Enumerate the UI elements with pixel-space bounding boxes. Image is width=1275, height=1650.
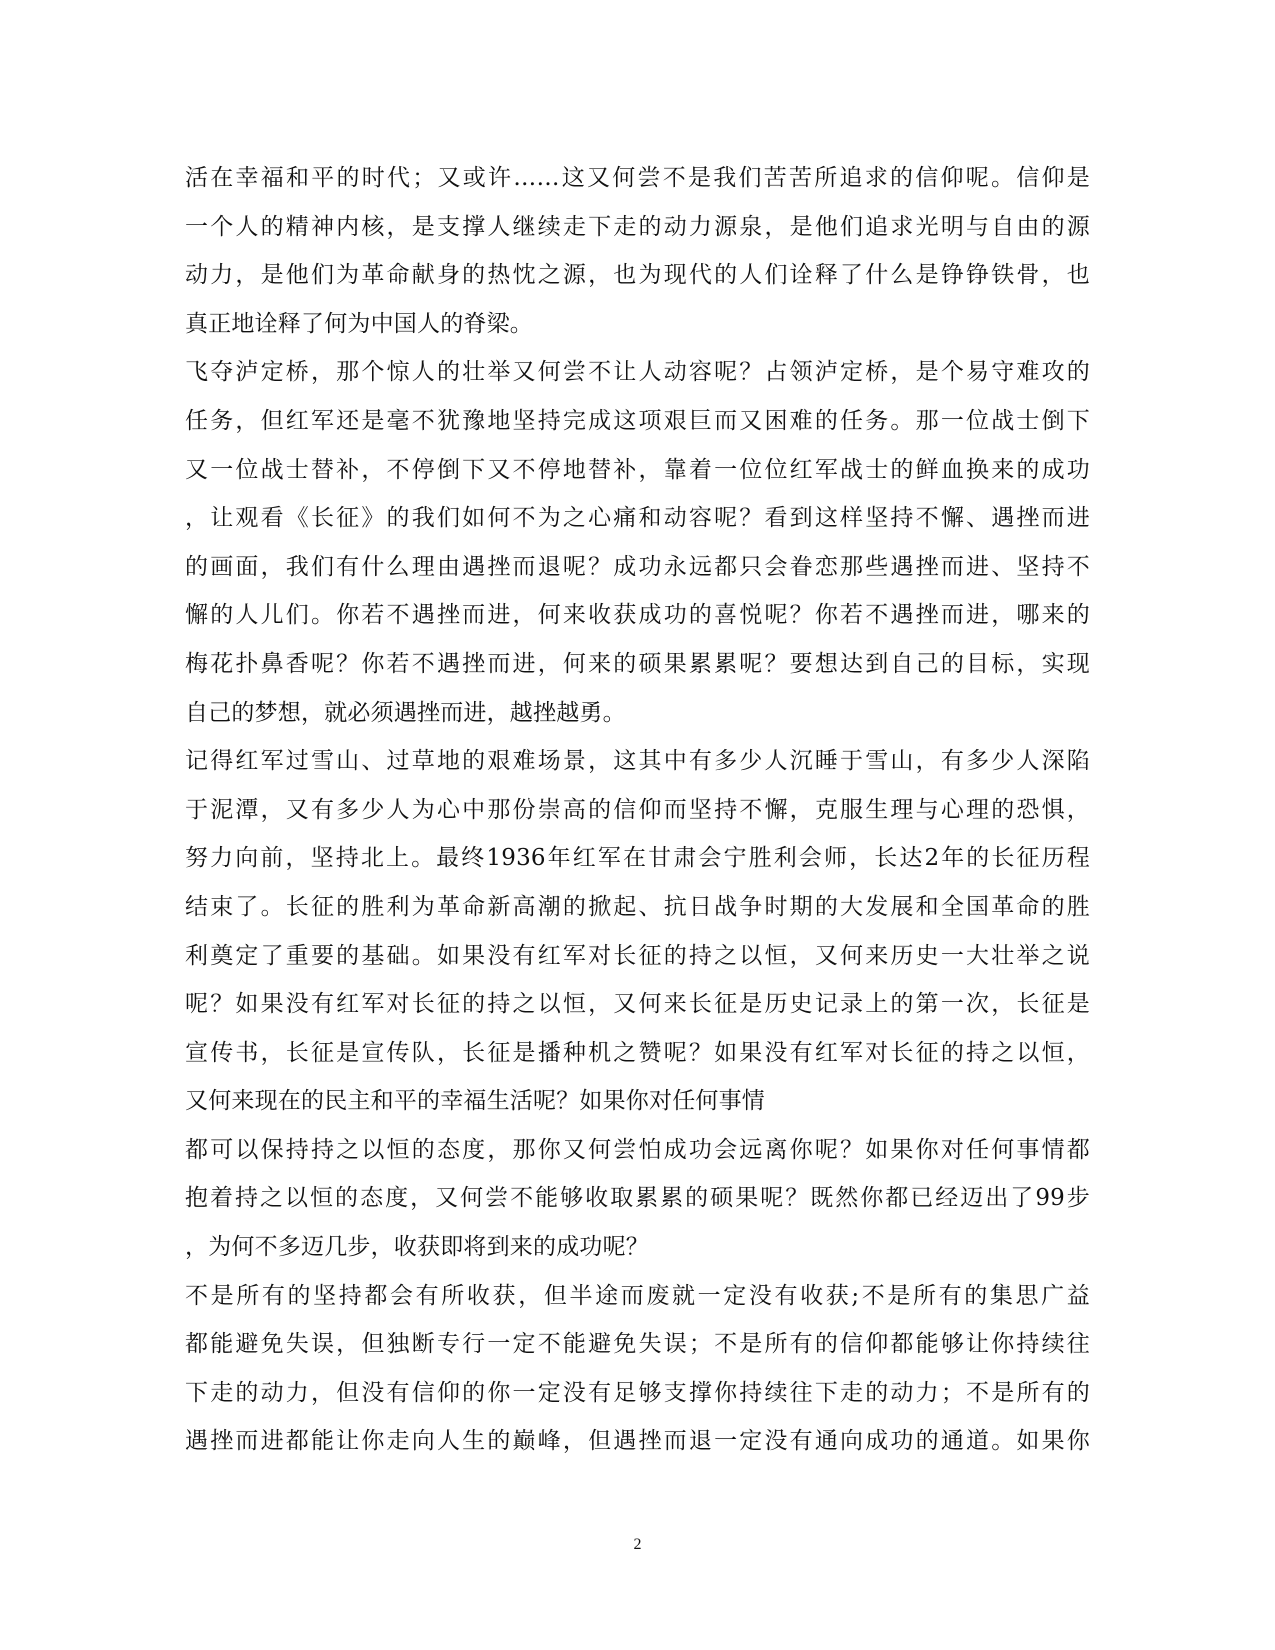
page-number: 2	[633, 1536, 642, 1553]
text-line: 自己的梦想，就必须遇挫而进，越挫越勇。	[185, 699, 626, 726]
text-line: 真正地诠释了何为中国人的脊梁。	[185, 310, 533, 337]
text-line: 动力，是他们为革命献身的热忱之源，也为现代的人们诠释了什么是铮铮铁骨，也	[185, 262, 1090, 289]
paragraph-4	[185, 1126, 1090, 1272]
text-line: 下走的动力，但没有信仰的你一定没有足够支撑你持续往下走的动力；不是所有的	[185, 1379, 1090, 1406]
text-line: 飞夺泸定桥，那个惊人的壮举又何尝不让人动容呢？占领泸定桥，是个易守难攻的	[185, 359, 1090, 386]
text-line: 懈的人儿们。你若不遇挫而进，何来收获成功的喜悦呢？你若不遇挫而进，哪来的	[185, 602, 1090, 629]
text-line: 活在幸福和平的时代；又或许……这又何尝不是我们苦苦所追求的信仰呢。信仰是	[185, 165, 1090, 191]
text-line: 一个人的精神内核，是支撑人继续走下走的动力源泉，是他们追求光明与自由的源	[185, 213, 1090, 240]
text-line: ，让观看《长征》的我们如何不为之心痛和动容呢？看到这样坚持不懈、遇挫而进	[185, 505, 1090, 532]
paragraph-2	[185, 348, 1090, 737]
paragraph-5	[185, 1272, 1090, 1466]
text-line: 任务，但红军还是毫不犹豫地坚持完成这项艰巨而又困难的任务。那一位战士倒下	[185, 407, 1090, 434]
text-line: 都能避免失误，但独断专行一定不能避免失误；不是所有的信仰都能够让你持续往	[185, 1331, 1090, 1358]
text-line: 记得红军过雪山、过草地的艰难场景，这其中有多少人沉睡于雪山，有多少人深陷	[185, 748, 1090, 775]
text-line: 不是所有的坚持都会有所收获，但半途而废就一定没有收获;不是所有的集思广益	[185, 1282, 1090, 1309]
text-line: 遇挫而进都能让你走向人生的巅峰，但遇挫而退一定没有通向成功的通道。如果你	[185, 1428, 1090, 1455]
text-line: 结束了。长征的胜利为革命新高潮的掀起、抗日战争时期的大发展和全国革命的胜	[185, 893, 1090, 920]
text-line: 努力向前，坚持北上。最终1936年红军在甘肃会宁胜利会师，长达2年的长征历程	[185, 845, 1090, 872]
text-line: 宣传书，长征是宣传队，长征是播种机之赞呢？如果没有红军对长征的持之以恒，	[185, 1039, 1090, 1066]
text-line: 又一位战士替补，不停倒下又不停地替补，靠着一位位红军战士的鲜血换来的成功	[185, 456, 1090, 483]
paragraph-3	[185, 737, 1090, 1126]
paragraph-1	[185, 154, 1090, 348]
text-line: 利奠定了重要的基础。如果没有红军对长征的持之以恒，又何来历史一大壮举之说	[185, 942, 1090, 969]
text-line: 抱着持之以恒的态度，又何尝不能够收取累累的硕果呢？既然你都已经迈出了99步	[185, 1185, 1090, 1212]
text-line: 又何来现在的民主和平的幸福生活呢？如果你对任何事情	[185, 1088, 765, 1115]
body-text	[185, 154, 1090, 1466]
text-line: 的画面，我们有什么理由遇挫而退呢？成功永远都只会眷恋那些遇挫而进、坚持不	[185, 553, 1090, 580]
text-line: 梅花扑鼻香呢？你若不遇挫而进，何来的硕果累累呢？要想达到自己的目标，实现	[185, 650, 1090, 677]
text-line: 于泥潭，又有多少人为心中那份崇高的信仰而坚持不懈，克服生理与心理的恐惧，	[185, 796, 1090, 823]
text-line: 呢？如果没有红军对长征的持之以恒，又何来长征是历史记录上的第一次，长征是	[185, 991, 1090, 1018]
text-line: ，为何不多迈几步，收获即将到来的成功呢？	[185, 1234, 649, 1261]
text-line: 都可以保持持之以恒的态度，那你又何尝怕成功会远离你呢？如果你对任何事情都	[185, 1136, 1090, 1163]
